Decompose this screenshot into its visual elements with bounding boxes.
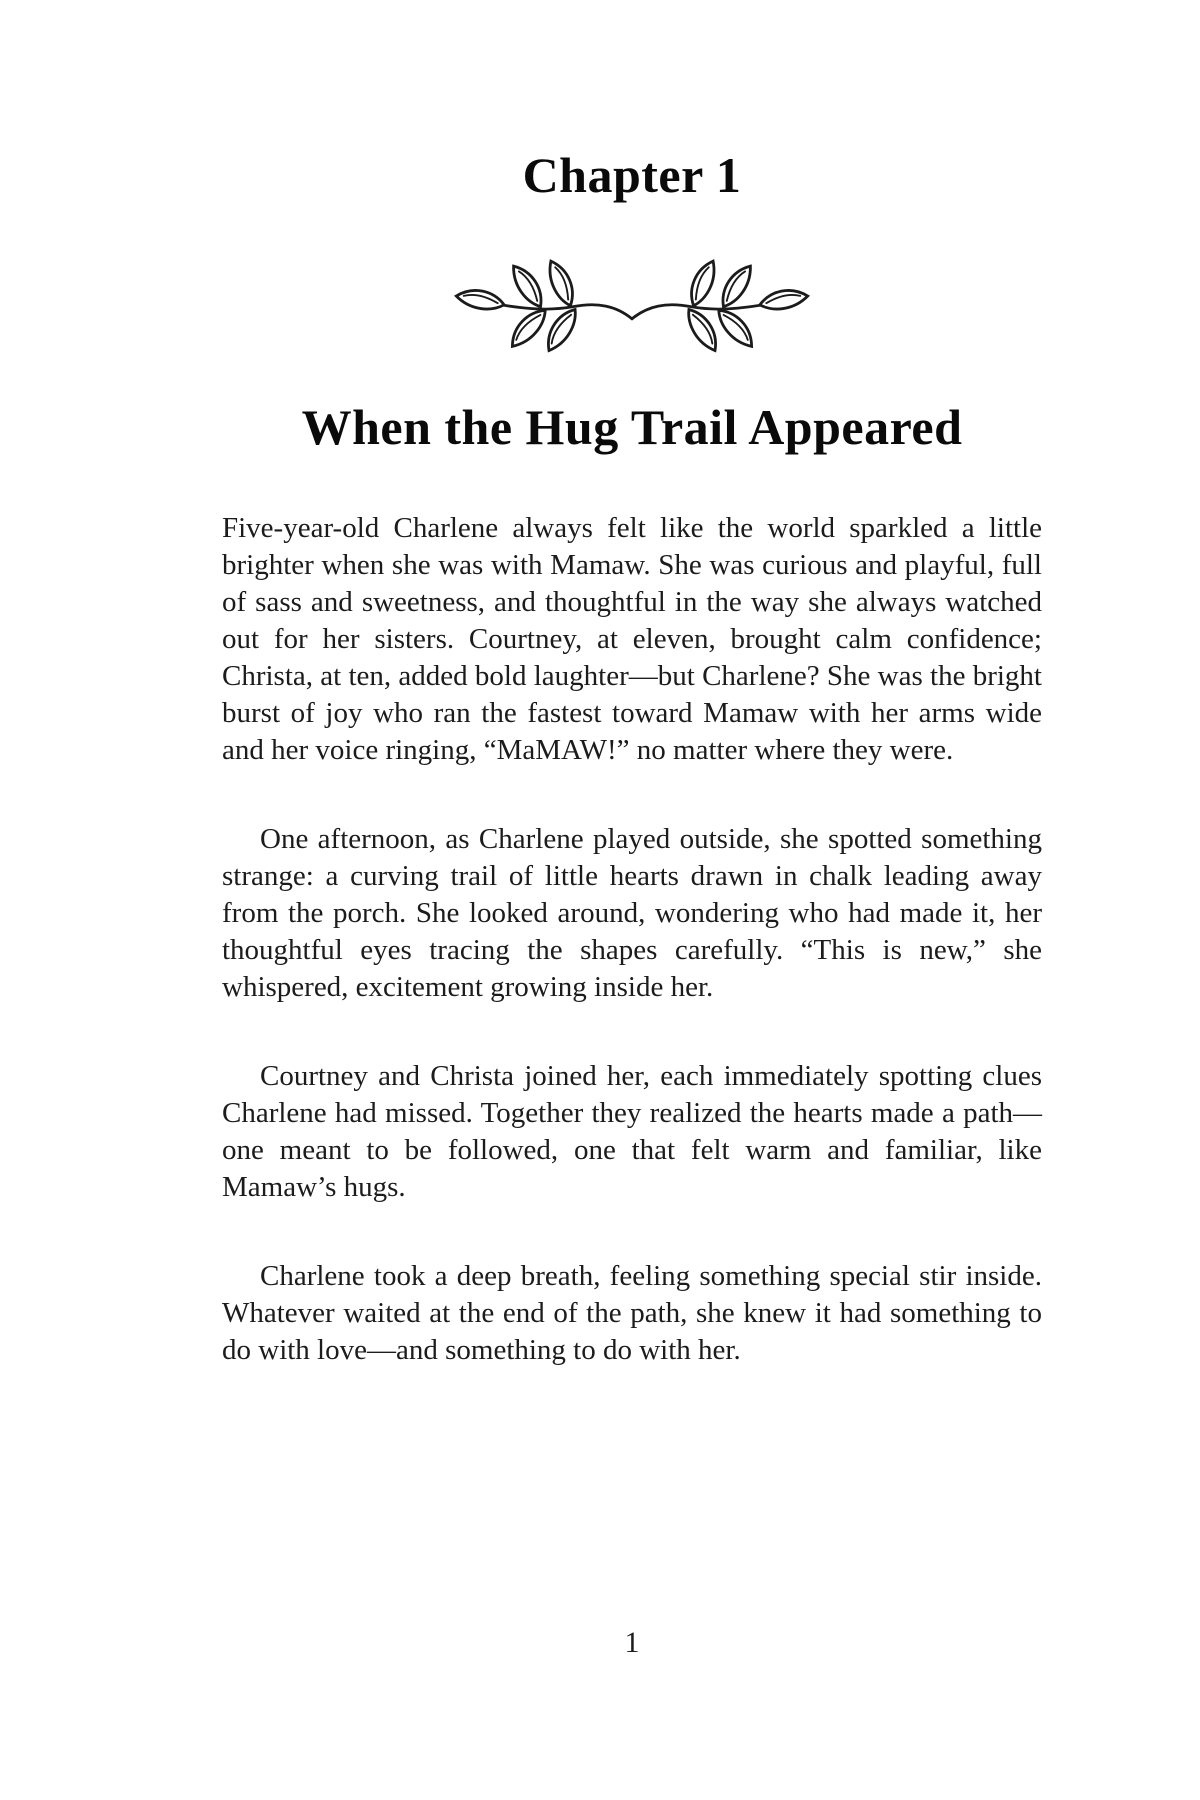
paragraph-1: Five-year-old Charlene always felt like the world sparkled a little brighter when she was with Mamaw. She was curious and playful, full of sass and sweetness, and thoughtful in the way she always watched out for her sisters. Courtney, at eleven, brought calm confidence; Christa, at ten, added bold laughter—but Charlene? She was the bright burst of joy who ran the fastest toward Mamaw with her arms wide and her voice ringing, “MaMAW!” no matter where they were.	[222, 512, 1042, 766]
paragraph-4: Charlene took a deep breath, feeling something special stir inside. Whatever waited at the end of the path, she knew it had something to do with love—and something to do with her.	[222, 1260, 1042, 1366]
divider-wrap	[222, 246, 1042, 358]
laurel-divider-icon	[417, 246, 847, 358]
chapter-heading: Chapter 1	[522, 147, 742, 203]
paragraph-3: Courtney and Christa joined her, each immediately spotting clues Charlene had missed. Together they realized the hearts made a path—one meant to be followed, one that felt warm and familiar, like Mamaw’s hugs.	[222, 1060, 1042, 1203]
page-number: 1	[624, 1626, 640, 1659]
page-content	[222, 0, 1042, 1369]
page-title: When the Hug Trail Appeared	[301, 399, 963, 455]
body-text	[222, 510, 1042, 1369]
paragraph-2: One afternoon, as Charlene played outside, she spotted something strange: a curving trail of little hearts drawn in chalk leading away from the porch. She looked around, wondering who had made it, her thoughtful eyes tracing the shapes carefully. “This is new,” she whispered, excitement growing inside her.	[222, 823, 1042, 1003]
